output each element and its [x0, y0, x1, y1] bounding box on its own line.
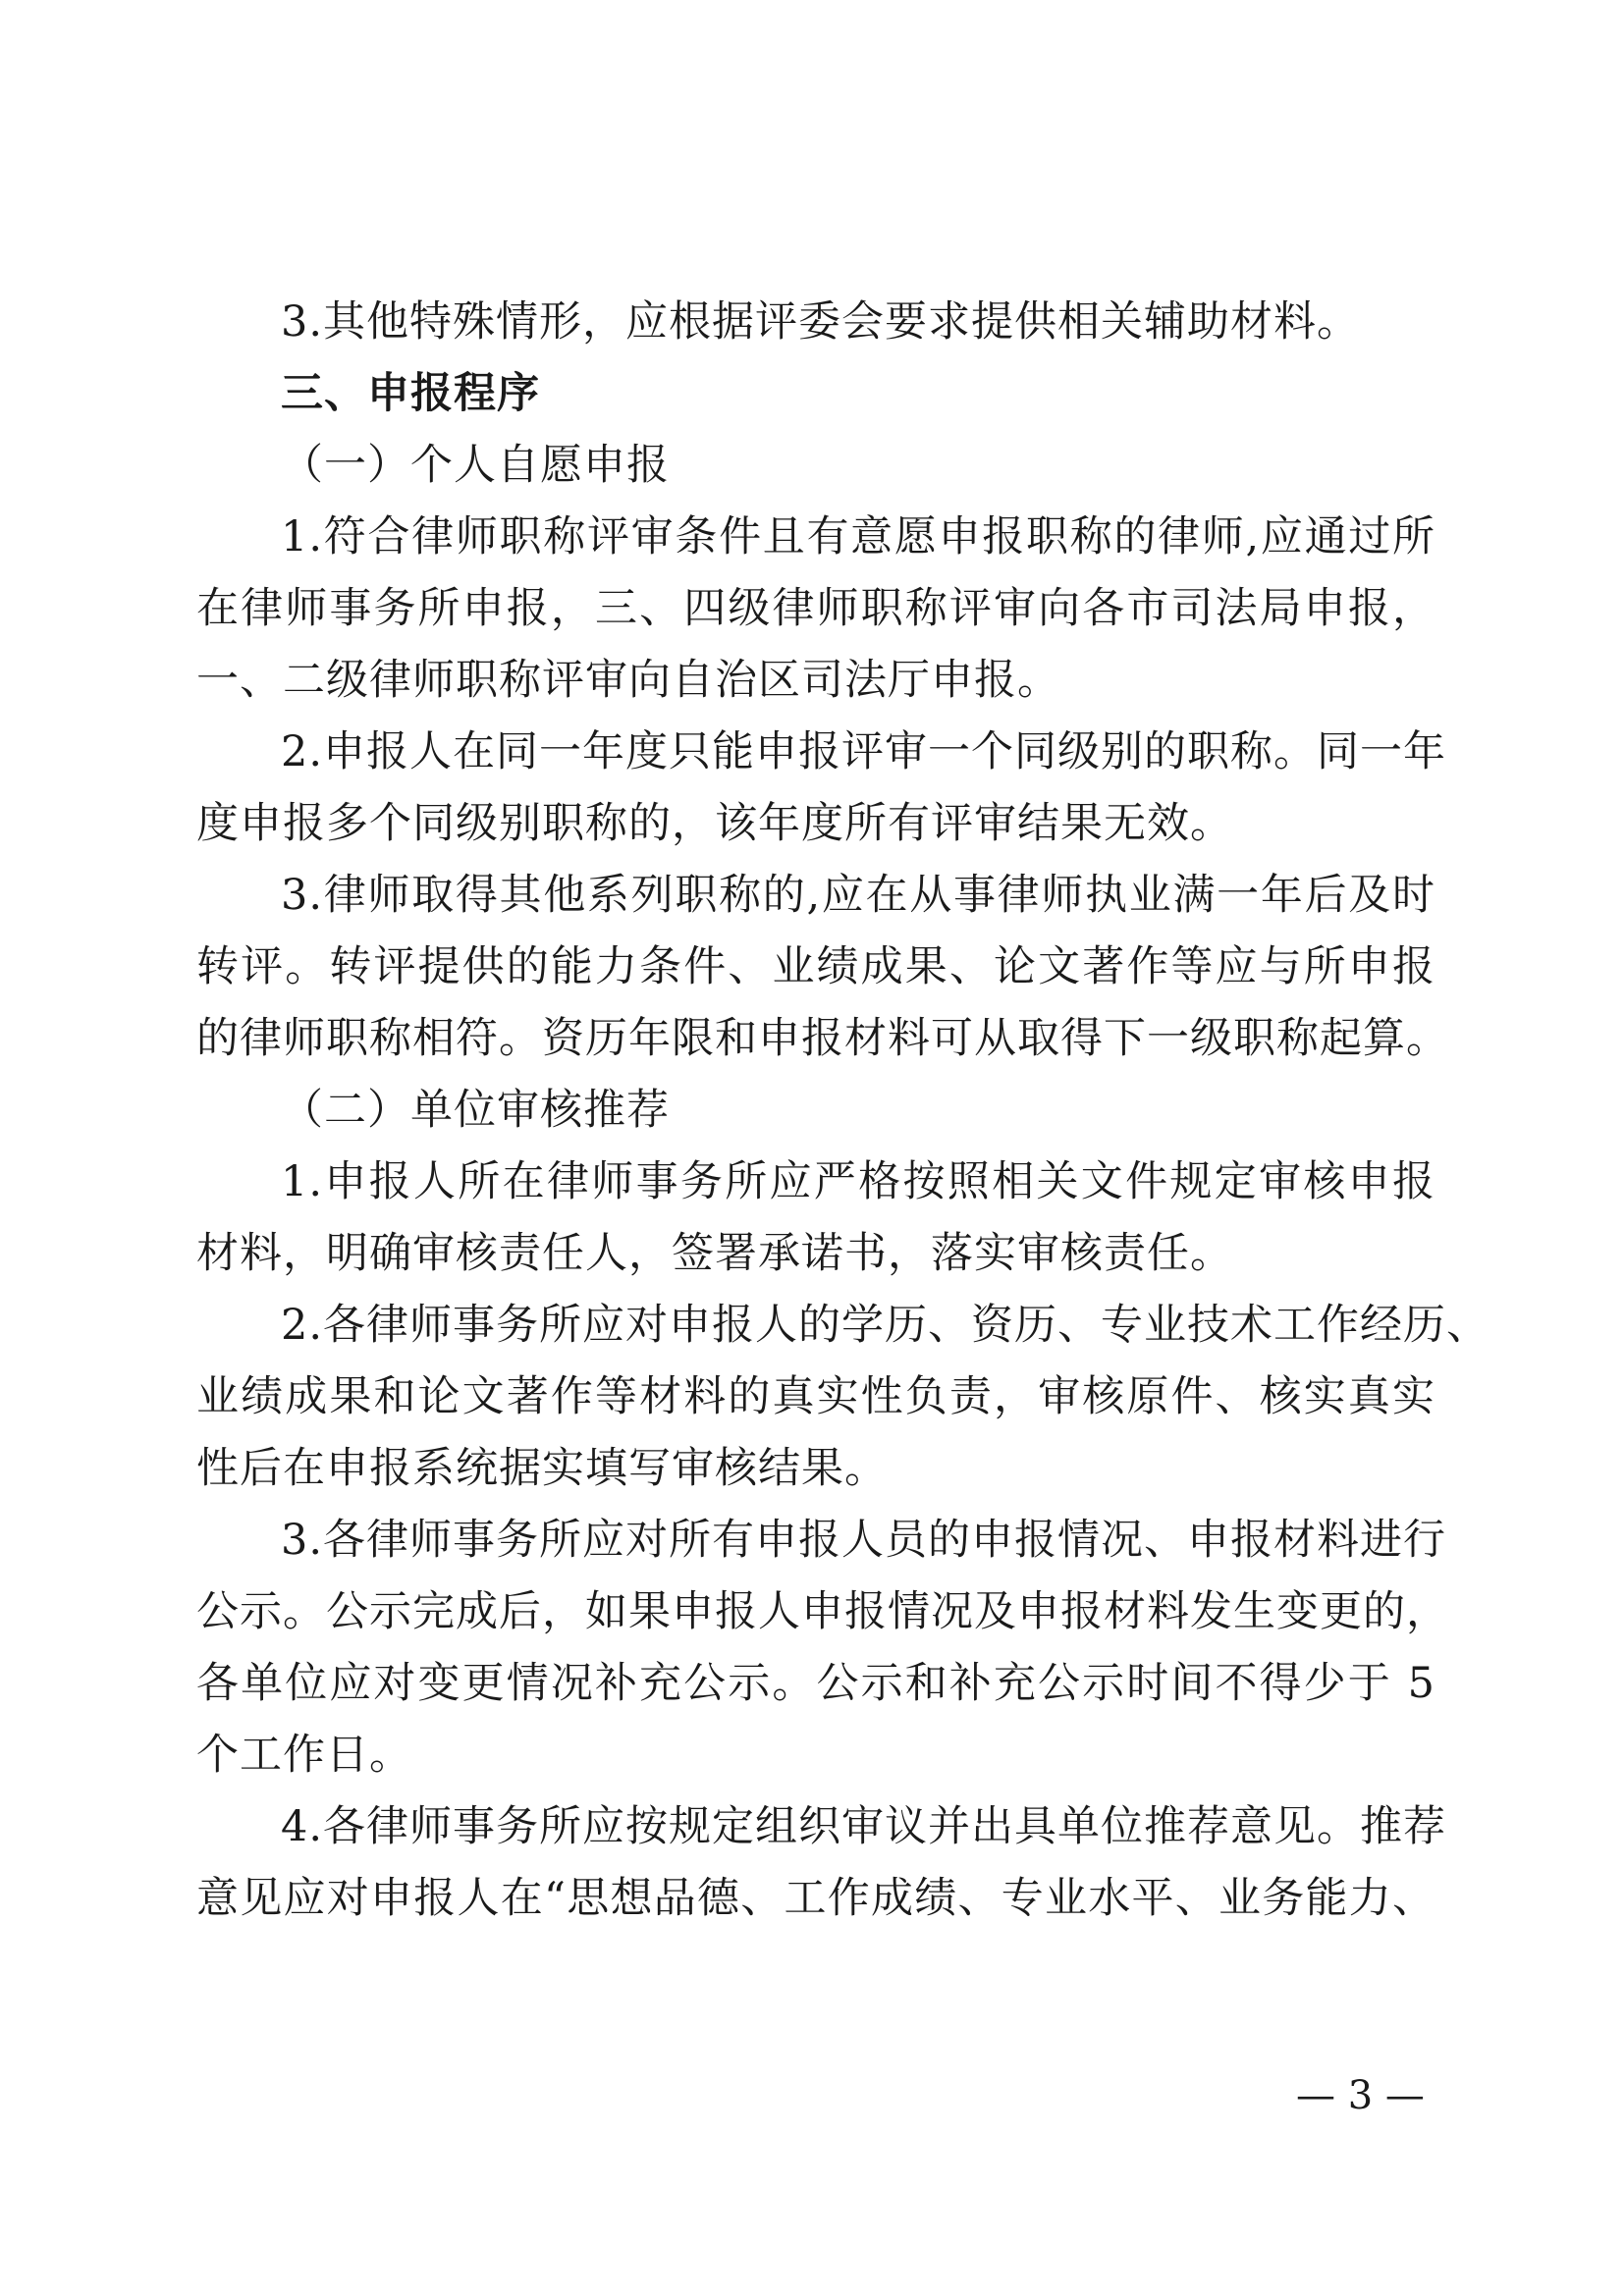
paragraph-line: 2.各律师事务所应对申报人的学历、资历、专业技术工作经历、 [281, 1301, 1490, 1350]
paragraph-line: 3.其他特殊情形，应根据评委会要求提供相关辅助材料。 [281, 297, 1361, 347]
paragraph-line: 2.申报人在同一年度只能申报评审一个同级别的职称。同一年 [281, 727, 1447, 776]
document-page [196, 0, 1490, 2296]
section-heading: 三、申报程序 [281, 369, 540, 418]
subsection-heading: （二）单位审核推荐 [281, 1086, 670, 1135]
paragraph-line: 3.各律师事务所应对所有申报人员的申报情况、申报材料进行 [281, 1516, 1447, 1565]
paragraph-line: 在律师事务所申报，三、四级律师职称评审向各市司法局申报， [196, 584, 1435, 633]
paragraph-line: 公示。公示完成后，如果申报人申报情况及申报材料发生变更的， [196, 1587, 1449, 1636]
paragraph-line: 1.申报人所在律师事务所应严格按照相关文件规定审核申报 [281, 1157, 1435, 1206]
paragraph-line: 度申报多个同级别职称的，该年度所有评审结果无效。 [196, 799, 1233, 848]
paragraph-line: 业绩成果和论文著作等材料的真实性负责，审核原件、核实真实 [196, 1372, 1435, 1421]
paragraph-line: 转评。转评提供的能力条件、业绩成果、论文著作等应与所申报 [196, 942, 1435, 991]
paragraph-line: 材料，明确审核责任人，签署承诺书，落实审核责任。 [196, 1229, 1233, 1278]
paragraph-line: 一、二级律师职称评审向自治区司法厅申报。 [196, 656, 1060, 705]
paragraph-line: 3.律师取得其他系列职称的,应在从事律师执业满一年后及时 [281, 871, 1435, 920]
paragraph-line: 性后在申报系统据实填写审核结果。 [196, 1444, 888, 1493]
paragraph-line: 4.各律师事务所应按规定组织审议并出具单位推荐意见。推荐 [281, 1802, 1447, 1851]
subsection-heading: （一）个人自愿申报 [281, 441, 670, 490]
page-number: — 3 — [1296, 2073, 1425, 2118]
paragraph-line: 个工作日。 [196, 1731, 412, 1780]
paragraph-line: 的律师职称相符。资历年限和申报材料可从取得下一级职称起算。 [196, 1014, 1449, 1063]
paragraph-line: 1.符合律师职称评审条件且有意愿申报职称的律师,应通过所 [281, 512, 1435, 561]
paragraph-line: 各单位应对变更情况补充公示。公示和补充公示时间不得少于 5 [196, 1659, 1435, 1708]
paragraph-line: 意见应对申报人在“思想品德、工作成绩、专业水平、业务能力、 [196, 1874, 1435, 1923]
